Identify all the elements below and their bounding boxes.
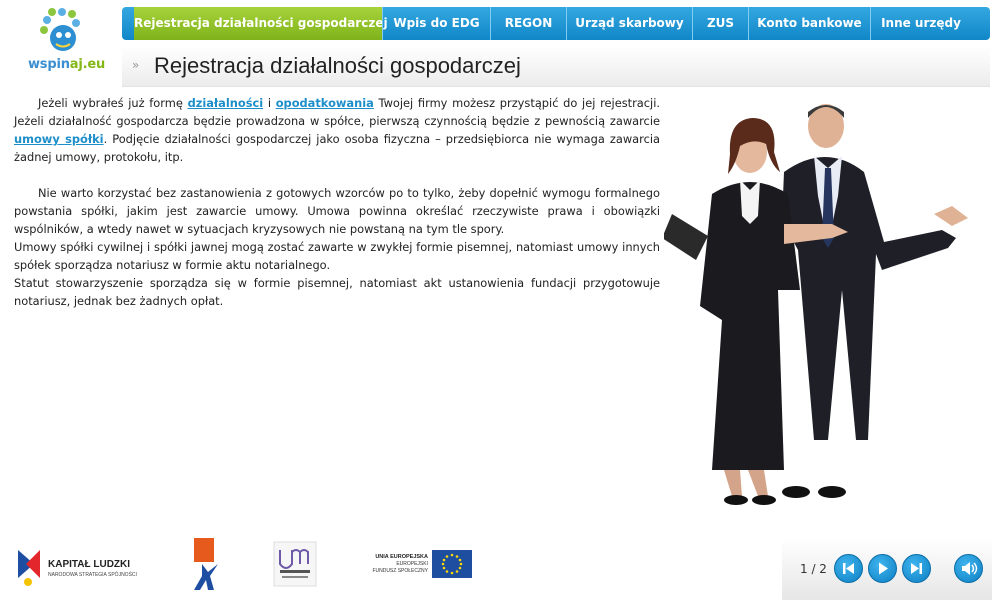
link-umowy-spolki[interactable]: umowy spółki xyxy=(14,132,104,146)
link-dzialalnosci[interactable]: działalności xyxy=(187,96,264,110)
sound-button[interactable] xyxy=(954,554,983,583)
paragraph-2: Nie warto korzystać bez zastanowienia z gotowych wzorców po to tylko, żeby dopełnić wymogu formalnego powstania spółki, jakim jest zawarcie umowy. Umowa powinna określać rzeczywiste prawa i obowiązki wspólników, a wtedy nawet w sytuacjach kryzysowych nie powstaną na tym tle spory. xyxy=(14,186,660,236)
svg-text:KAPITAŁ LUDZKI: KAPITAŁ LUDZKI xyxy=(48,559,131,570)
eu-flag-icon xyxy=(432,550,472,578)
tab-zus[interactable]: ZUS xyxy=(692,7,748,40)
speaker-icon xyxy=(955,555,982,582)
tab-konto-bankowe[interactable]: Konto bankowe xyxy=(748,7,870,40)
business-people-photo xyxy=(664,94,970,516)
player-controls xyxy=(782,538,992,600)
paragraph-4: Statut stowarzyszenie sporządza się w formie pisemnej, natomiast akt ustanowienia fundacji przygotowuje notariusz, jednak bez żadnych opłat. xyxy=(14,276,660,308)
fundacja-logo xyxy=(188,536,228,592)
svg-text:FUNDUSZ SPOŁECZNY: FUNDUSZ SPOŁECZNY xyxy=(372,568,428,574)
tab-urzad-skarbowy[interactable]: Urząd skarbowy xyxy=(566,7,692,40)
last-page-button[interactable] xyxy=(902,554,931,583)
tab-rejestracja[interactable]: Rejestracja działalności gospodarczej xyxy=(134,7,382,40)
svg-text:EUROPEJSKI: EUROPEJSKI xyxy=(396,561,428,567)
kapital-ludzki-logo xyxy=(14,542,144,592)
logo-text: wspinaj.eu xyxy=(28,57,106,72)
um-logo xyxy=(272,540,318,588)
page-indicator: 1 / 2 xyxy=(800,562,827,576)
content-text xyxy=(14,94,660,310)
tab-inne-urzedy[interactable]: Inne urzędy xyxy=(870,7,971,40)
paragraph-1: Jeżeli wybrałeś już formę działalności i opodatkowania Twojej firmy możesz przystąpić do jej rejestracji. Jeżeli działalność gospodarcza będzie prowadzona w spółce, pierwszą czynnością będzie z pewnością zawarcie umowy spółki. Podjęcie działalności gospodarczej jako osoba fizyczna – przedsiębiorca nie wymaga zawarcia żadnej umowy, protokołu, itp. xyxy=(14,96,660,164)
svg-text:NARODOWA STRATEGIA SPÓJNOŚCI: NARODOWA STRATEGIA SPÓJNOŚCI xyxy=(48,572,137,578)
link-opodatkowania[interactable]: opodatkowania xyxy=(275,96,374,110)
tab-regon[interactable]: REGON xyxy=(490,7,566,40)
page-title: Rejestracja działalności gospodarczej xyxy=(154,53,521,78)
skip-last-icon xyxy=(903,555,930,582)
first-page-button[interactable] xyxy=(834,554,863,583)
chevron-right-icon: » xyxy=(132,58,140,72)
svg-text:UNIA EUROPEJSKA: UNIA EUROPEJSKA xyxy=(375,554,428,560)
eu-logo xyxy=(366,548,476,582)
page-header xyxy=(122,46,990,87)
main-nav xyxy=(122,7,990,40)
footer-logos xyxy=(10,536,480,596)
play-button[interactable] xyxy=(868,554,897,583)
skip-first-icon xyxy=(835,555,862,582)
paragraph-3: Umowy spółki cywilnej i spółki jawnej mogą zostać zawarte w zwykłej formie pisemnej, natomiast umowy innych spółek sporządza notariusz w formie aktu notarialnego. xyxy=(14,240,660,272)
play-icon xyxy=(869,555,896,582)
tab-wpis-do-edg[interactable]: Wpis do EDG xyxy=(382,7,490,40)
